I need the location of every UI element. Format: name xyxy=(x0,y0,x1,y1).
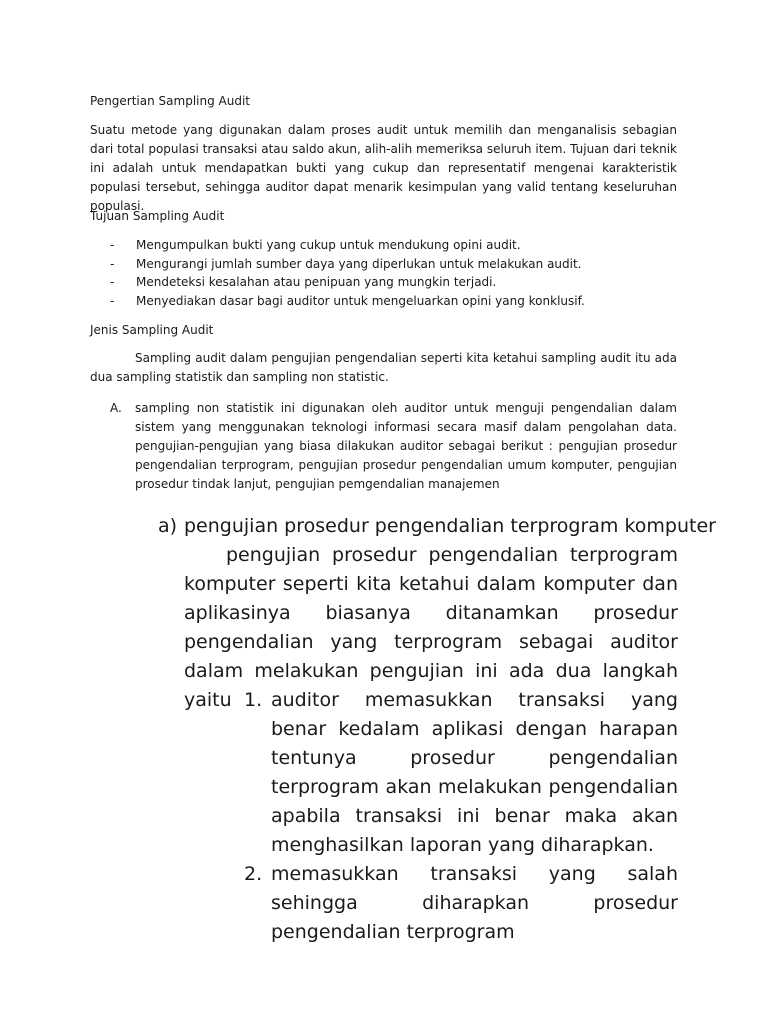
bullet-dash: - xyxy=(110,293,115,308)
subsection-a-body: pengujian prosedur pengendalian terprogram komputer seperti kita ketahui dalam komputer dan aplikasinya biasanya ditanamkan prosedur pengendalian yang terprogram sebagai auditor dalam melakukan pengujian ini ada dua langkah yaitu xyxy=(184,544,678,711)
bullet-dash: - xyxy=(110,275,115,289)
paragraph-pengertian: Suatu metode yang digunakan dalam proses audit untuk memilih dan menganalisis sebagian dari total populasi transaksi atau saldo akun, alih-alih memeriksa seluruh item. Tujuan dari teknik ini adalah untuk mendapatkan bukti yang cukup dan representatif mengenai karakteristik populasi tersebut, sehingga auditor dapat menarik kesimpulan yang valid tentang keseluruhan populasi. xyxy=(90,123,677,213)
step-text: auditor memasukkan transaksi yang benar kedalam aplikasi dengan harapan tentunya prosedur pengendalian terprogram akan melakukan pengendalian apabila transaksi ini benar maka akan menghasilkan laporan yang diharapkan. xyxy=(271,689,678,856)
list-item xyxy=(110,292,650,311)
step-number: 2. xyxy=(244,863,263,885)
list-item xyxy=(110,255,650,274)
heading-jenis-sampling-audit: Jenis Sampling Audit xyxy=(90,323,214,337)
list-item xyxy=(110,273,650,292)
bullet-text: Mendeteksi kesalahan atau penipuan yang mungkin terjadi. xyxy=(136,275,497,289)
bullet-dash: - xyxy=(110,256,115,271)
list-item xyxy=(244,686,678,860)
list-item xyxy=(110,236,650,255)
list-marker-A: A. xyxy=(110,401,122,415)
bullet-text: Mengumpulkan bukti yang cukup untuk mendukung opini audit. xyxy=(136,238,521,252)
bullet-text: Menyediakan dasar bagi auditor untuk mengeluarkan opini yang konklusif. xyxy=(136,293,585,308)
subsection-a-heading xyxy=(158,512,716,541)
heading-tujuan-sampling-audit: Tujuan Sampling Audit xyxy=(90,209,225,223)
list-item xyxy=(244,860,678,947)
list-item-A xyxy=(110,399,677,494)
list-marker-a: a) xyxy=(158,515,178,537)
bullet-text: Mengurangi jumlah sumber daya yang diperlukan untuk melakukan audit. xyxy=(136,256,582,271)
list-item-A-text: sampling non statistik ini digunakan oleh auditor untuk menguji pengendalian dalam sistem yang menggunakan teknologi informasi secara masif dalam pengolahan data. pengujian-pengujian yang biasa dilakukan auditor sebagai berikut : pengujian prosedur pengendalian terprogram, pengujian prosedur pengendalian umum komputer, pengujian prosedur tindak lanjut, pengujian pemgendalian manajemen xyxy=(135,401,677,491)
step-number: 1. xyxy=(244,689,263,711)
steps-list xyxy=(244,686,678,947)
subsection-a-title: pengujian prosedur pengendalian terprogram komputer xyxy=(184,515,716,537)
heading-pengertian-sampling-audit: Pengertian Sampling Audit xyxy=(90,94,250,108)
tujuan-bullet-list xyxy=(110,236,650,310)
bullet-dash: - xyxy=(110,238,115,252)
step-text: memasukkan transaksi yang salah sehingga diharapkan prosedur pengendalian terprogram xyxy=(271,863,678,943)
paragraph-jenis: Sampling audit dalam pengujian pengendalian seperti kita ketahui sampling audit itu ada dua sampling statistik dan sampling non statistic. xyxy=(90,351,677,384)
